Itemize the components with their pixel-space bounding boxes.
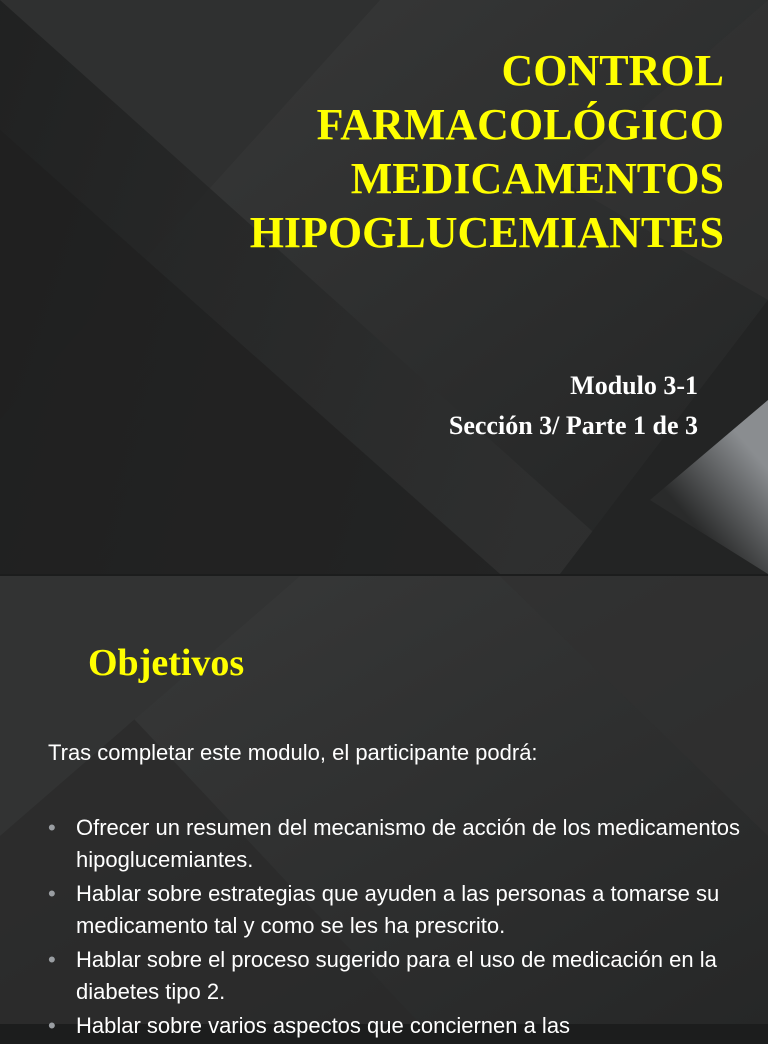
bullet-icon: • <box>48 1013 56 1038</box>
list-item-text: Ofrecer un resumen del mecanismo de acción de los medicamentos hipoglucemiantes. <box>76 815 740 872</box>
subtitle-line-module: Modulo 3-1 <box>570 371 698 400</box>
objectives-slide <box>0 576 768 1038</box>
slide-subtitle <box>198 366 698 446</box>
title-line: MEDICAMENTOS <box>350 154 724 203</box>
list-item-text: Hablar sobre estrategias que ayuden a las personas a tomarse su medicamento tal y como se les ha prescrito. <box>76 881 720 938</box>
list-item <box>48 944 748 1008</box>
intro-text: Tras completar este modulo, el participante podrá: <box>48 740 538 765</box>
list-item <box>48 1010 748 1042</box>
list-item-text: Hablar sobre el proceso sugerido para el uso de medicación en la diabetes tipo 2. <box>76 947 717 1004</box>
title-line: HIPOGLUCEMIANTES <box>249 208 724 257</box>
bullet-icon: • <box>48 947 56 972</box>
objectives-list <box>48 812 748 1044</box>
title-line: CONTROL <box>501 46 724 95</box>
list-item <box>48 878 748 942</box>
subtitle-line-section: Sección 3/ Parte 1 de 3 <box>448 411 698 440</box>
bullet-icon: • <box>48 881 56 906</box>
list-item <box>48 812 748 876</box>
title-line: FARMACOLÓGICO <box>316 100 724 149</box>
bullet-icon: • <box>48 815 56 840</box>
list-item-text: Hablar sobre varios aspectos que conciernen a las <box>76 1013 571 1038</box>
slide-heading: Objetivos <box>88 642 245 684</box>
slide-title <box>24 44 724 260</box>
